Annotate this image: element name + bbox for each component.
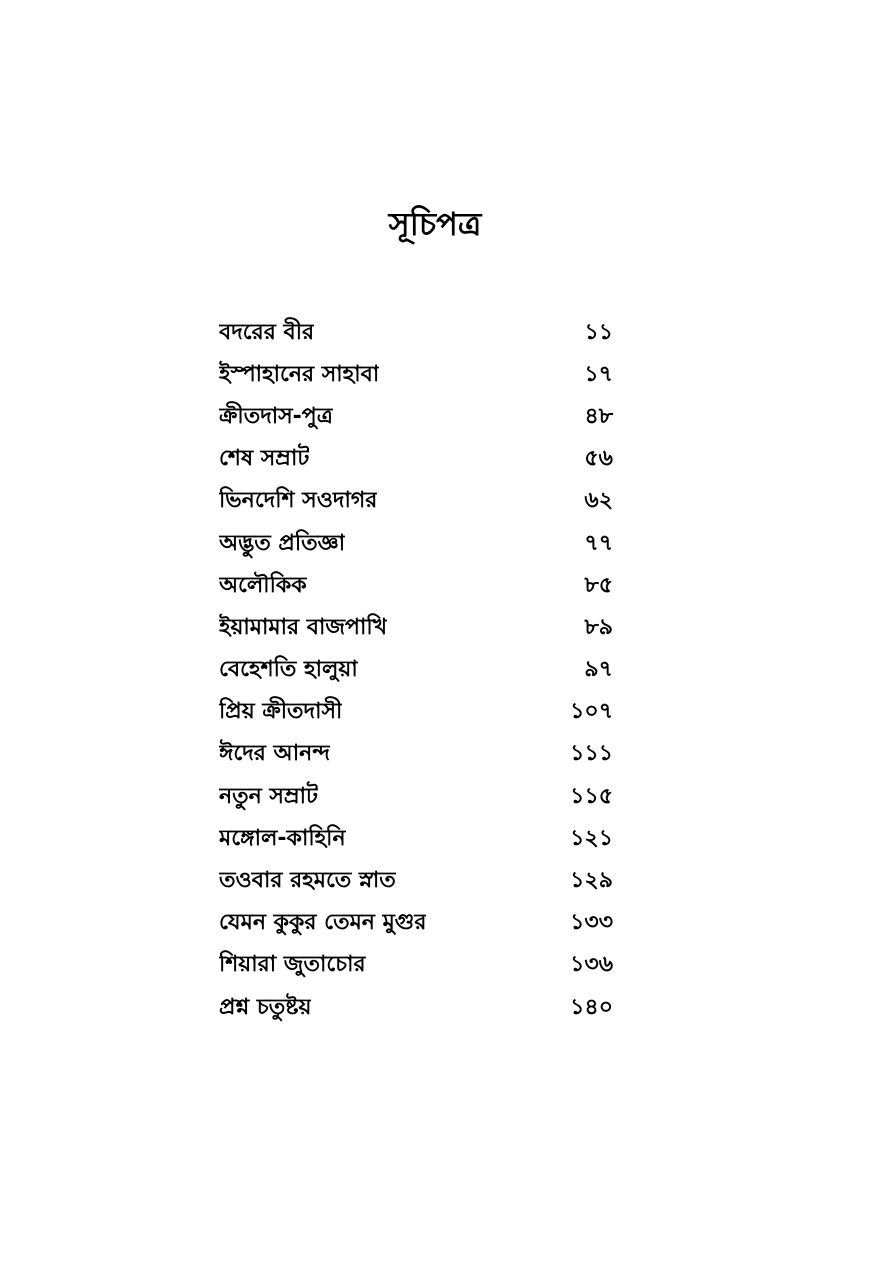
toc-entry-title: প্রিয় ক্রীতদাসী [219, 699, 343, 725]
toc-entry-title: মঙ্গোল-কাহিনি [219, 825, 346, 851]
toc-entry-page-number: ১০৭ [570, 699, 613, 725]
toc-entry-page-number: ৯৭ [584, 657, 613, 683]
toc-entry [219, 312, 613, 354]
toc-entry-title: অদ্ভুত প্রতিজ্ঞা [219, 530, 346, 556]
toc-entry [219, 734, 613, 776]
toc-entry-page-number: ৭৭ [584, 530, 613, 556]
toc-entry-page-number: ৬২ [584, 488, 613, 514]
toc-entry-page-number: ৪৮ [584, 403, 613, 429]
toc-entry [219, 607, 613, 649]
toc-entry [219, 945, 613, 987]
toc-entry [219, 903, 613, 945]
toc-entry-title: যেমন কুকুর তেমন মুগুর [219, 910, 427, 936]
toc-entry-title: প্রশ্ন চতুষ্টয় [219, 994, 312, 1020]
toc-entry-title: তওবার রহমতে স্নাত [219, 868, 396, 894]
toc-entry [219, 860, 613, 902]
toc-entry [219, 818, 613, 860]
toc-entry-page-number: ১১ [584, 319, 613, 345]
toc-entry-title: ক্রীতদাস-পুত্র [219, 403, 333, 429]
toc-entry-page-number: ১১১ [570, 741, 613, 767]
toc-entry [219, 565, 613, 607]
toc-entry-title: শিয়ারা জুতাচোর [219, 952, 366, 978]
toc-entry-page-number: ১২৯ [570, 868, 613, 894]
toc-entry-page-number: ৫৬ [584, 446, 613, 472]
toc-entry-page-number: ১২১ [570, 825, 613, 851]
toc-entry [219, 396, 613, 438]
toc-entry [219, 776, 613, 818]
toc-entry-title: বেহেশতি হালুয়া [219, 657, 358, 683]
toc-entry-page-number: ১৭ [584, 361, 613, 387]
toc-entry-title: শেষ সম্রাট [219, 446, 310, 472]
toc-entry-title: বদরের বীর [219, 319, 315, 345]
toc-entry-title: অলৌকিক [219, 572, 307, 598]
toc-entry [219, 481, 613, 523]
toc-entry [219, 354, 613, 396]
page-title: সূচিপত্র [388, 205, 482, 243]
toc-entry-page-number: ১৩৬ [570, 952, 613, 978]
table-of-contents [219, 312, 613, 1029]
toc-entry [219, 439, 613, 481]
toc-entry-page-number: ৮৯ [584, 614, 613, 640]
toc-entry-page-number: ১১৫ [570, 783, 613, 809]
toc-entry-title: নতুন সম্রাট [219, 783, 319, 809]
toc-entry [219, 692, 613, 734]
toc-entry-page-number: ১৪০ [570, 994, 613, 1020]
toc-entry [219, 987, 613, 1029]
toc-entry [219, 523, 613, 565]
toc-entry-title: ভিনদেশি সওদাগর [219, 488, 378, 514]
toc-entry-title: ইয়ামামার বাজপাখি [219, 614, 388, 640]
toc-entry-page-number: ১৩৩ [570, 910, 613, 936]
toc-entry-title: ইস্পাহানের সাহাবা [219, 361, 380, 387]
toc-entry [219, 650, 613, 692]
toc-entry-page-number: ৮৫ [584, 572, 613, 598]
toc-entry-title: ঈদের আনন্দ [219, 741, 330, 767]
